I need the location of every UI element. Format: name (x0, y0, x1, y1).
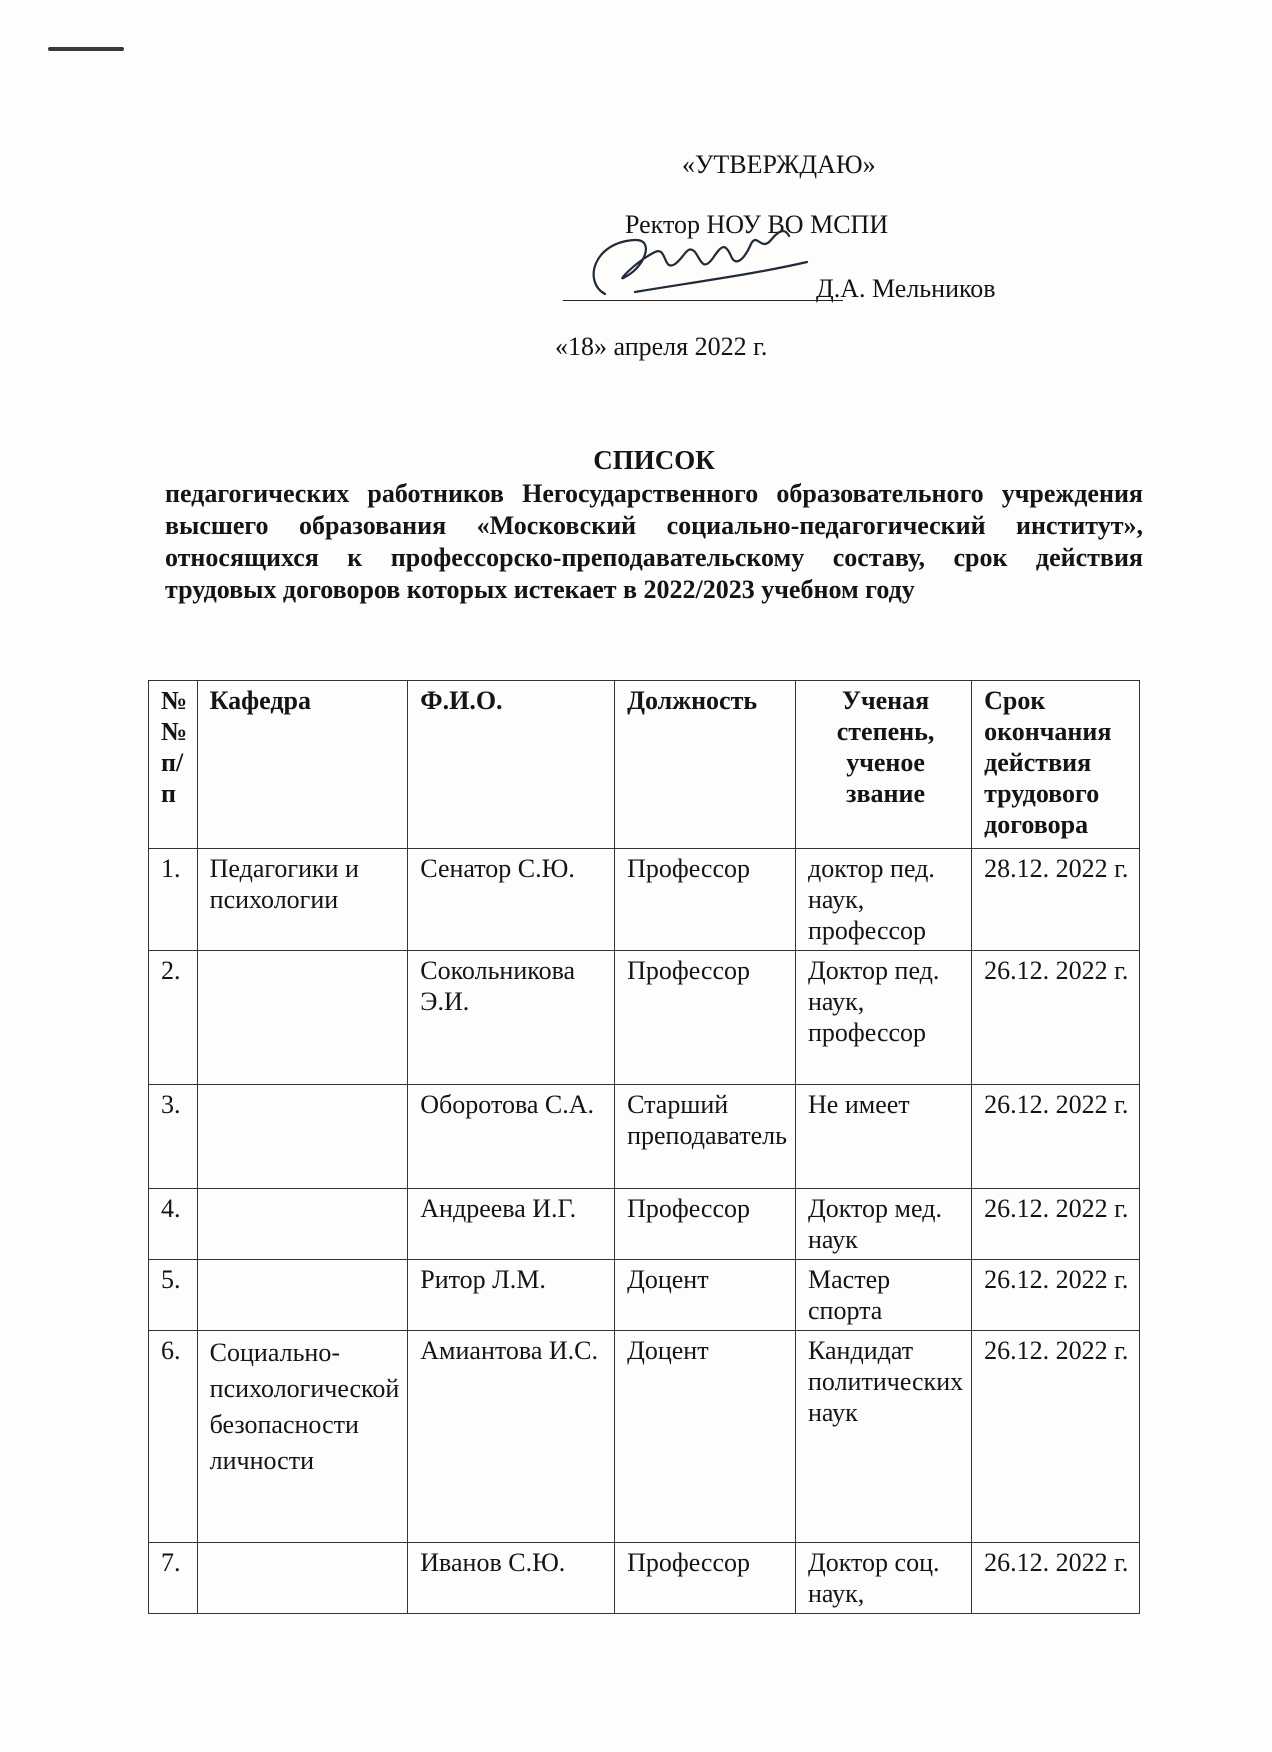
table-header-row (149, 681, 1140, 849)
approval-date: «18» апреля 2022 г. (555, 332, 768, 361)
row-position: Профессор (615, 1189, 796, 1260)
row-department: Социально-психологической безопасности личности (197, 1331, 408, 1543)
document-heading (165, 445, 1143, 606)
document-subtitle: педагогических работников Негосударственного образовательного учреждения высшего образования «Московский социально-педагогический институт», относящихся к профессорско-преподавательскому составу, срок действия трудовых договоров которых истекает в 2022/2023 учебном году (165, 479, 1143, 604)
row-name: Иванов С.Ю. (408, 1543, 615, 1614)
row-degree: Кандидат политических наук (796, 1331, 972, 1543)
row-term: 26.12. 2022 г. (972, 1331, 1140, 1543)
handwritten-signature (575, 222, 815, 312)
row-num: 2. (149, 951, 198, 1085)
signer-name: Д.А. Мельников (816, 274, 996, 303)
row-department (197, 1085, 408, 1189)
rector-title: Ректор НОУ ВО МСПИ (625, 210, 889, 239)
row-term: 28.12. 2022 г. (972, 849, 1140, 951)
row-degree: Доктор соц. наук, (796, 1543, 972, 1614)
row-term: 26.12. 2022 г. (972, 1543, 1140, 1614)
row-position: Старший преподаватель (615, 1085, 796, 1189)
row-term: 26.12. 2022 г. (972, 1260, 1140, 1331)
table-row (149, 951, 1140, 1085)
row-name: Андреева И.Г. (408, 1189, 615, 1260)
header-degree: Ученая степень, ученое звание (796, 681, 972, 849)
row-department (197, 1543, 408, 1614)
row-degree: Доктор пед. наук, профессор (796, 951, 972, 1085)
row-department (197, 951, 408, 1085)
document-title: СПИСОК (593, 445, 715, 475)
row-position: Доцент (615, 1331, 796, 1543)
row-name: Сокольникова Э.И. (408, 951, 615, 1085)
row-department (197, 1260, 408, 1331)
row-name: Оборотова С.А. (408, 1085, 615, 1189)
row-num: 7. (149, 1543, 198, 1614)
row-position: Профессор (615, 1543, 796, 1614)
row-name: Ритор Л.М. (408, 1260, 615, 1331)
approval-stamp: «УТВЕРЖДАЮ» (682, 150, 876, 179)
row-num: 1. (149, 849, 198, 951)
header-position: Должность (615, 681, 796, 849)
row-term: 26.12. 2022 г. (972, 951, 1140, 1085)
header-department: Кафедра (197, 681, 408, 849)
row-name: Амиантова И.С. (408, 1331, 615, 1543)
header-term: Срок окончания действия трудового договора (972, 681, 1140, 849)
row-num: 3. (149, 1085, 198, 1189)
row-degree: Доктор мед. наук (796, 1189, 972, 1260)
header-num: №№ п/п (149, 681, 198, 849)
row-position: Профессор (615, 951, 796, 1085)
row-position: Доцент (615, 1260, 796, 1331)
row-degree: Не имеет (796, 1085, 972, 1189)
row-department: Педагогики и психологии (197, 849, 408, 951)
table-row (149, 1543, 1140, 1614)
row-term: 26.12. 2022 г. (972, 1085, 1140, 1189)
table-row (149, 1085, 1140, 1189)
row-num: 6. (149, 1331, 198, 1543)
row-position: Профессор (615, 849, 796, 951)
row-num: 5. (149, 1260, 198, 1331)
header-name: Ф.И.О. (408, 681, 615, 849)
table-row (149, 849, 1140, 951)
staff-table (148, 680, 1140, 1614)
row-department (197, 1189, 408, 1260)
table-row (149, 1331, 1140, 1543)
row-degree: Мастер спорта (796, 1260, 972, 1331)
row-name: Сенатор С.Ю. (408, 849, 615, 951)
scan-artifact-line (48, 47, 124, 51)
table-row (149, 1260, 1140, 1331)
row-degree: доктор пед. наук, профессор (796, 849, 972, 951)
table-row (149, 1189, 1140, 1260)
row-term: 26.12. 2022 г. (972, 1189, 1140, 1260)
row-num: 4. (149, 1189, 198, 1260)
